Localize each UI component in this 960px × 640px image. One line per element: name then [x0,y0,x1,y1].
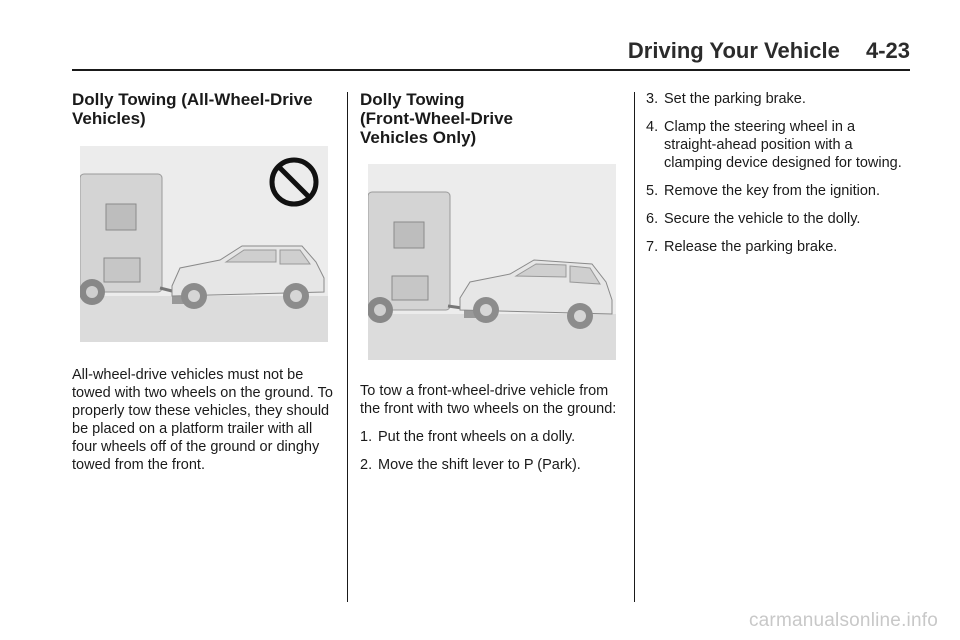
step-text: Move the shift lever to P (Park). [378,457,581,473]
column-2 [360,90,622,473]
step-text: Secure the vehicle to the dolly. [664,211,861,227]
section-title: Driving Your Vehicle [627,38,840,63]
figure-fwd-dolly-towing [368,164,616,360]
step-text: Clamp the steering wheel in a straight-ahead position with a clamping device designed for towing. [664,119,902,171]
step-number: 3. [646,91,659,107]
heading-line-1: Dolly Towing [360,90,465,109]
step-text: Set the parking brake. [664,91,806,107]
step-text: Release the parking brake. [664,239,838,255]
page-header [628,38,910,64]
step-item [646,90,908,108]
step-text: Put the front wheels on a dolly. [378,429,576,445]
step-text: Remove the key from the ignition. [664,183,880,199]
column-1 [72,90,334,473]
towing-illustration-fwd [368,164,616,360]
towing-illustration-awd [80,146,328,342]
step-item [646,210,908,228]
awd-paragraph: All-wheel-drive vehicles must not be towed with two wheels on the ground. To properly tow these vehicles, they should be placed on a platform trailer with all four wheels off of the ground or dinghy towed from the front. [72,367,333,473]
step-number: 7. [646,239,659,255]
column-3 [646,90,908,266]
heading-awd-dolly-towing: Dolly Towing (All-Wheel-Drive Vehicles) [72,90,313,128]
step-item [646,118,908,172]
step-number: 6. [646,211,659,227]
fwd-intro: To tow a front-wheel-drive vehicle from the front with two wheels on the ground: [360,383,617,417]
step-item [646,182,908,200]
column-divider-1 [347,92,348,602]
header-rule [72,69,910,71]
step-number: 4. [646,119,659,135]
watermark: carmanualsonline.info [748,610,938,631]
column-divider-2 [634,92,635,602]
heading-line-3: Vehicles Only) [360,128,477,147]
heading-line-2: (Front-Wheel-Drive [360,109,513,128]
heading-fwd-dolly-towing [360,90,622,147]
step-item [646,238,908,256]
step-number: 1. [360,429,373,445]
step-item [360,456,622,474]
fwd-instructions [360,382,622,484]
step-item [360,428,622,446]
page-number: 4-23 [865,38,910,63]
step-number: 5. [646,183,659,199]
step-number: 2. [360,457,373,473]
figure-awd-dolly-towing [80,146,328,342]
